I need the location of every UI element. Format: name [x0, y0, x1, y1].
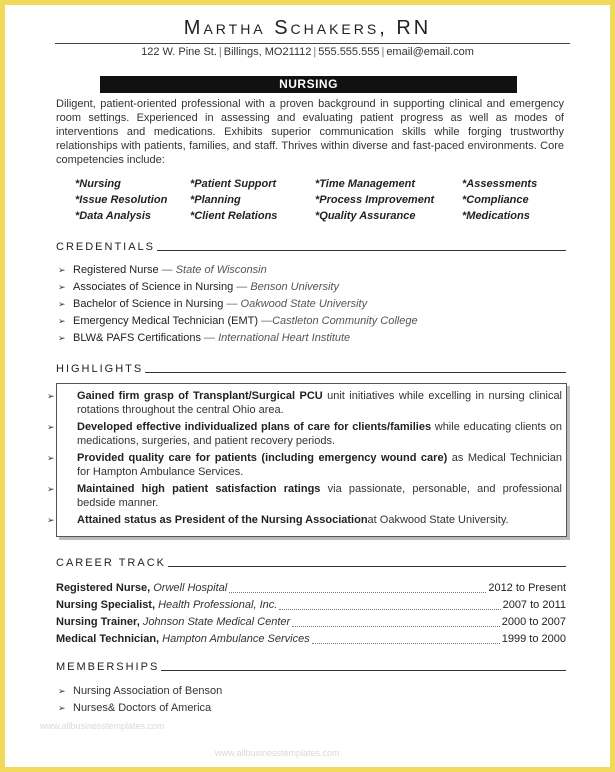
- arrow-bullet-icon: ➢: [58, 282, 66, 292]
- competency: *Patient Support: [190, 178, 277, 190]
- list-item: ➢ Maintained high patient satisfaction ratings via passionate, personable, and professional bedside manner.: [47, 483, 562, 509]
- contact-city: Billings, MO21112: [223, 46, 312, 58]
- arrow-bullet-icon: ➢: [47, 422, 55, 432]
- list-item: ➢ Provided quality care for patients (including emergency wound care) as Medical Technician for Hampton Ambulance Services.: [47, 452, 562, 478]
- highlights-list: [47, 389, 563, 530]
- competencies-grid: [75, 177, 555, 223]
- competency: *Planning: [190, 194, 241, 206]
- profession-banner: NURSING: [100, 76, 517, 93]
- list-item: ➢ Associates of Science in Nursing — Benson University: [58, 279, 558, 296]
- name-divider: [55, 43, 570, 44]
- arrow-bullet-icon: ➢: [58, 333, 66, 343]
- contact-line: 122 W. Pine St. | Billings, MO21112 | 555.555.555 | email@email.com: [141, 46, 474, 58]
- contact-email[interactable]: email@email.com: [386, 46, 474, 58]
- arrow-bullet-icon: ➢: [47, 484, 55, 494]
- memberships-list: [58, 683, 458, 717]
- summary-paragraph: Diligent, patient-oriented professional with a proven background in supporting clinical and emergency room settings. Experienced in assessing and evaluating patient progress as well as modes of interventions and medications. Exhibits superior communication skills while forging trustworthy relationships with patients, families, and staff. Thrives within diverse and fast-paced environments. Core competencies include:: [56, 98, 564, 166]
- competency: *Medications: [462, 210, 530, 222]
- competency: *Data Analysis: [75, 210, 152, 222]
- career-row: Medical Technician, Hampton Ambulance Services 1999 to 2000: [56, 633, 566, 645]
- arrow-bullet-icon: ➢: [58, 703, 66, 713]
- list-item: ➢ BLW& PAFS Certifications — International Heart Institute: [58, 330, 558, 347]
- competency: *Quality Assurance: [315, 210, 416, 222]
- competency: *Client Relations: [190, 210, 278, 222]
- list-item: ➢ Registered Nurse — State of Wisconsin: [58, 262, 558, 279]
- arrow-bullet-icon: ➢: [58, 316, 66, 326]
- arrow-bullet-icon: ➢: [47, 453, 55, 463]
- contact-address: 122 W. Pine St.: [141, 46, 217, 58]
- arrow-bullet-icon: ➢: [58, 265, 66, 275]
- watermark-text: www.allbusinesstemplates.com: [40, 721, 165, 731]
- highlights-heading: HIGHLIGHTS: [56, 363, 566, 375]
- competency: *Issue Resolution: [75, 194, 168, 206]
- competency: *Process Improvement: [315, 194, 435, 206]
- arrow-bullet-icon: ➢: [47, 391, 55, 401]
- credentials-heading: CREDENTIALS: [56, 241, 566, 253]
- competency: *Compliance: [462, 194, 529, 206]
- list-item: ➢ Nurses& Doctors of America: [58, 700, 458, 717]
- list-item: ➢ Bachelor of Science in Nursing — Oakwood State University: [58, 296, 558, 313]
- career-row: Nursing Specialist, Health Professional, Inc. 2007 to 2011: [56, 599, 566, 611]
- list-item: ➢ Emergency Medical Technician (EMT) —Castleton Community College: [58, 313, 558, 330]
- arrow-bullet-icon: ➢: [47, 515, 55, 525]
- career-heading: CAREER TRACK: [56, 557, 566, 569]
- list-item: ➢ Developed effective individualized plans of care for clients/families while educating clients on medications, surgeries, and patient recovery periods.: [47, 421, 562, 447]
- competency: *Time Management: [315, 178, 416, 190]
- career-row: Registered Nurse, Orwell Hospital 2012 to Present: [56, 582, 566, 594]
- arrow-bullet-icon: ➢: [58, 686, 66, 696]
- highlights-box: [47, 383, 567, 537]
- career-list: [56, 580, 566, 648]
- career-row: Nursing Trainer, Johnson State Medical Center 2000 to 2007: [56, 616, 566, 628]
- memberships-heading: MEMBERSHIPS: [56, 661, 566, 673]
- contact-phone: 555.555.555: [318, 46, 380, 58]
- competency: *Assessments: [462, 178, 538, 190]
- list-item: ➢ Gained firm grasp of Transplant/Surgical PCU unit initiatives while excelling in nursing clinical rotations throughout the central Ohio area.: [47, 390, 563, 416]
- credentials-list: [58, 262, 558, 347]
- watermark-text: www.allbusinesstemplates.com: [215, 748, 340, 758]
- competency: *Nursing: [75, 178, 121, 190]
- resume-page: [5, 5, 610, 767]
- candidate-name: Martha Schakers, RN: [183, 17, 432, 39]
- list-item: ➢ Nursing Association of Benson: [58, 683, 458, 700]
- arrow-bullet-icon: ➢: [58, 299, 66, 309]
- list-item: ➢ Attained status as President of the Nursing Associationat Oakwood State University.: [47, 514, 509, 526]
